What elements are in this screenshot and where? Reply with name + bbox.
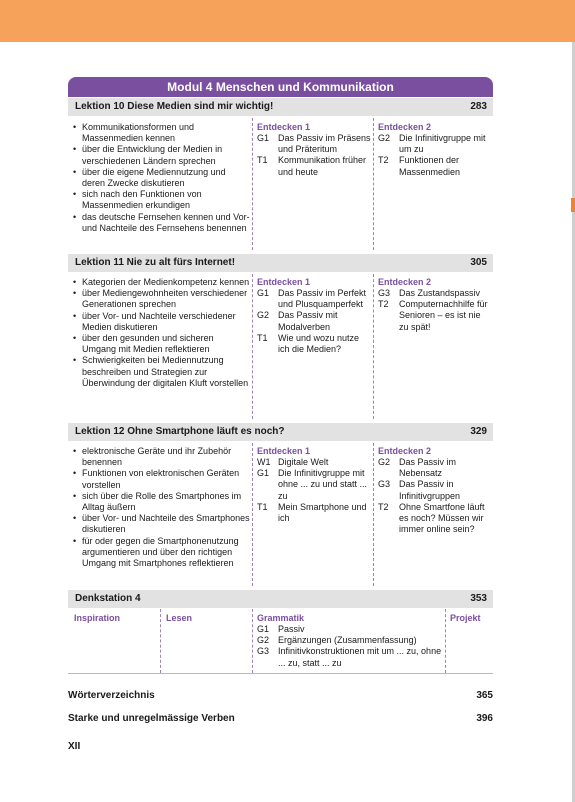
index-entry-label: Wörterverzeichnis [68,690,155,701]
topic-entry: G2 Das Passiv mit Modalverben [257,310,338,332]
lesson-10-entdecken-1 [257,122,371,178]
entdecken-heading: Entdecken 1 [257,122,311,132]
index-entry [68,713,493,724]
topic-entry: G2 Das Passiv im Nebensatz [378,457,457,479]
column-divider [160,609,161,673]
lesson-12-entdecken-1 [257,446,371,524]
index-entry-page: 396 [476,713,493,724]
goal-item: • für oder gegen die Smartphonenutzung argumentieren und über den richtigen Umgang mit Smartphones reflektieren [72,536,250,570]
lesson-12-entdecken-2 [378,446,490,535]
goal-item: • sich über die Rolle des Smartphones im Alltag äußern [72,491,250,513]
goal-item: • über die Entwicklung der Medien in verschiedenen Ländern sprechen [72,144,250,166]
topic-entry: T2 Ohne Smartfone läuft es noch? Müssen wir immer online sein? [378,501,485,535]
goal-item: • sich nach den Funktionen von Massenmedien erkundigen [72,189,250,211]
denkstation-header [68,590,493,608]
goal-item: • über den gesunden und sicheren Umgang mit Medien reflektieren [72,333,250,355]
lesson-page-number: 283 [470,101,487,112]
goal-item: • Kategorien der Medienkompetenz kennen [72,277,250,288]
denkstation-inspiration: Inspiration [74,613,121,623]
lesson-title: Lektion 11 Nie zu alt fürs Internet! [75,257,236,268]
topic-entry: G1 Das Passiv im Perfekt und Plusquamperfekt [257,288,367,310]
lesson-title: Lektion 12 Ohne Smartphone läuft es noch? [75,426,285,437]
topic-entry: T2 Computernachhilfe für Senioren – es ist nie zu spät! [378,299,488,332]
topic-entry: T2 Funktionen der Massenmedien [378,155,461,177]
denkstation-page-number: 353 [470,593,487,604]
lesson-10-entdecken-2 [378,122,490,178]
goal-item: • elektronische Geräte und ihr Zubehör benennen [72,446,250,468]
topic-entry: T1 Mein Smartphone und ich [257,501,367,524]
goal-item: • das deutsche Fernsehen kennen und Vor- und Nachteile des Fernsehens benennen [72,212,250,234]
goal-item: • über Vor- und Nachteile des Smartphones diskutieren [72,513,250,535]
topic-entry: G3 Infinitivkonstruktionen mit um ... zu, ohne ... zu, statt ... zu [257,646,442,668]
lesson-12-goals [72,446,250,569]
module-title: Modul 4 Menschen und Kommunikation [68,77,493,97]
denkstation-title: Denkstation 4 [75,593,141,604]
topic-entry: G2 Ergänzungen (Zusammenfassung) [257,635,417,646]
goal-item: • über die eigene Mediennutzung und deren Zwecke diskutieren [72,167,250,189]
topic-entry: G3 Das Zustandspassiv [378,288,481,298]
topic-entry: T1 Wie und wozu nutze ich die Medien? [257,332,360,355]
topic-entry: T1 Kommunikation früher und heute [257,155,367,177]
lesson-page-number: 329 [470,426,487,437]
lesson-12-header [68,423,493,441]
table-bottom-rule [68,673,493,674]
entdecken-heading: Entdecken 1 [257,277,311,287]
column-divider [373,274,374,419]
index-entry [68,690,493,701]
lesson-page-number: 305 [470,257,487,268]
column-divider [373,118,374,250]
goal-item: • über Mediengewohnheiten verschiedener Generationen sprechen [72,288,250,310]
index-entry-label: Starke und unregelmässige Verben [68,713,235,724]
topic-entry: G1 Die Infinitivgruppe mit ohne ... zu und statt ... zu [257,468,368,501]
column-divider [252,609,253,673]
grammatik-heading: Grammatik [257,613,305,623]
entdecken-heading: Entdecken 2 [378,446,432,456]
entdecken-heading: Entdecken 2 [378,122,432,132]
topic-entry: G1 Das Passiv im Präsens und Präteritum [257,133,371,155]
lesson-11-entdecken-1 [257,277,371,355]
column-divider [373,443,374,586]
entdecken-heading: Entdecken 1 [257,446,311,456]
column-divider [252,443,253,586]
denkstation-projekt: Projekt [450,613,481,623]
goal-item: • Kommunikationsformen und Massenmedien kennen [72,122,250,144]
lesson-11-entdecken-2 [378,277,490,333]
lesson-11-goals [72,277,250,389]
top-color-band [0,0,575,42]
lesson-11-header [68,254,493,272]
lesson-10-header [68,98,493,116]
lesson-title: Lektion 10 Diese Medien sind mir wichtig! [75,101,274,112]
column-divider [445,609,446,673]
page-edge-marker [571,198,575,212]
topic-entry: G1 Passiv [257,624,305,634]
page-number: XII [68,741,81,752]
goal-item: • über Vor- und Nachteile verschiedener Medien diskutieren [72,311,250,333]
column-divider [252,274,253,419]
topic-entry: G3 Das Passiv in Infinitivgruppen [378,479,461,501]
goal-item: • Schwierigkeiten bei Mediennutzung beschreiben und Strategien zur Überwindung der digitalen Kluft vorstellen [72,355,250,389]
index-entry-page: 365 [476,690,493,701]
denkstation-lesen: Lesen [166,613,193,623]
topic-entry: W1 Digitale Welt [257,457,329,467]
column-divider [252,118,253,250]
entdecken-heading: Entdecken 2 [378,277,432,287]
lesson-10-goals [72,122,250,234]
denkstation-grammatik [257,613,443,669]
goal-item: • Funktionen von elektronischen Geräten vorstellen [72,468,250,490]
topic-entry: G2 Die Infinitivgruppe mit um zu [378,133,486,155]
